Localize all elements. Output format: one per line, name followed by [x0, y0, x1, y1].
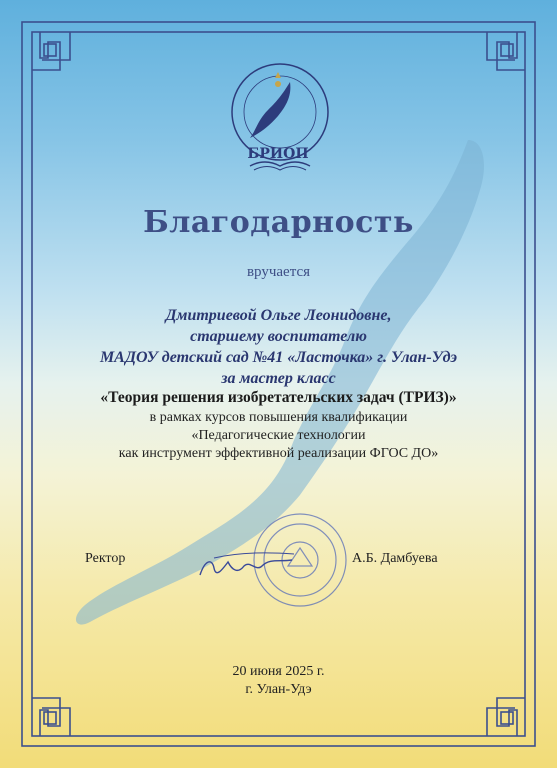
- issue-city: г. Улан-Удэ: [245, 682, 312, 697]
- courses-line-1: в рамках курсов повышения квалификации: [149, 410, 408, 425]
- courses-line-3: как инструмент эффективной реализации ФГОС ДО»: [118, 446, 439, 461]
- rector-label: Ректор: [85, 551, 126, 566]
- rector-name: А.Б. Дамбуева: [352, 551, 438, 566]
- awarded-text: вручается: [246, 264, 311, 280]
- recipient-name: Дмитриевой Ольге Леонидовне,: [165, 307, 392, 324]
- recipient-organization: МАДОУ детский сад №41 «Ласточка» г. Улан-Удэ: [99, 349, 458, 366]
- award-reason: за мастер класс: [221, 370, 336, 387]
- courses-line-2: «Педагогические технологии: [191, 428, 366, 443]
- issue-date: 20 июня 2025 г.: [232, 664, 325, 679]
- masterclass-topic: «Теория решения изобретательских задач (ТРИЗ)»: [100, 389, 457, 406]
- certificate-title: Благодарность: [143, 205, 414, 240]
- logo-abbreviation: БРИОП: [247, 146, 309, 162]
- footer-block: [0, 663, 557, 699]
- recipient-position: старшему воспитателю: [190, 328, 367, 345]
